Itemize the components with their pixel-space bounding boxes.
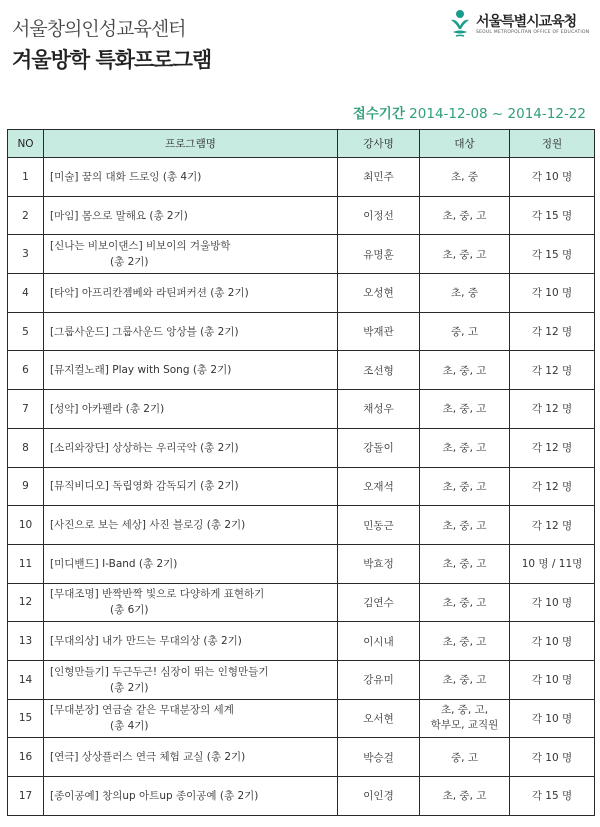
program-name — [44, 351, 338, 390]
org-name: 서울창의인성교육센터 — [12, 18, 186, 40]
instructor-text: 박효정 — [363, 558, 394, 571]
target-text: 초, 중, 고 — [442, 248, 487, 261]
row-no — [8, 235, 44, 274]
program-name — [44, 158, 338, 197]
target — [420, 428, 510, 467]
capacity — [510, 660, 595, 699]
table-row — [8, 467, 595, 506]
target-text: 초, 중, 고 — [442, 790, 487, 803]
instructor-text: 이시내 — [363, 635, 394, 648]
instructor — [338, 467, 420, 506]
program-name-text: [미술] 꿈의 대화 드로잉 (총 4기) — [50, 170, 202, 183]
table-header-row — [8, 130, 595, 158]
instructor-text: 강돌이 — [363, 442, 394, 455]
row-no — [8, 777, 44, 816]
program-name-text: [마임] 몸으로 말해요 (총 2기) — [50, 209, 188, 222]
program-name-text: [그룹사운드] 그룹사운드 앙상블 (총 2기) — [50, 325, 239, 338]
row-no-text: 10 — [18, 519, 33, 532]
capacity — [510, 777, 595, 816]
capacity-text: 각 12 명 — [531, 326, 573, 339]
target — [420, 777, 510, 816]
target — [420, 738, 510, 777]
instructor — [338, 699, 420, 738]
target-text: 초, 중, 고 — [442, 674, 487, 687]
row-no-text: 15 — [18, 712, 33, 725]
target-text-line2: 학부모, 교직원 — [430, 719, 499, 732]
row-no — [8, 196, 44, 235]
target — [420, 196, 510, 235]
program-name — [44, 312, 338, 351]
target — [420, 622, 510, 661]
seoul-emblem-icon — [449, 9, 471, 39]
row-no-text: 5 — [22, 325, 29, 338]
program-name-text: [사진으로 보는 세상] 사진 블로깅 (총 2기) — [50, 519, 246, 532]
row-no-text: 13 — [18, 635, 33, 648]
row-no — [8, 158, 44, 197]
program-name — [44, 390, 338, 429]
capacity-text: 각 10 명 — [531, 635, 573, 648]
row-no-text: 17 — [18, 789, 33, 802]
table-row — [8, 312, 595, 351]
capacity — [510, 583, 595, 622]
program-name — [44, 699, 338, 738]
program-name — [44, 196, 338, 235]
table-row — [8, 158, 595, 197]
table-row — [8, 390, 595, 429]
target — [420, 583, 510, 622]
row-no — [8, 506, 44, 545]
row-no — [8, 390, 44, 429]
program-name-text: [무대조명] 반짝반짝 빛으로 다양하게 표현하기 — [50, 588, 265, 601]
capacity-text: 10 명 / 11명 — [521, 558, 583, 571]
target-text: 초, 중, 고 — [442, 403, 487, 416]
program-name — [44, 738, 338, 777]
header-no: NO — [8, 130, 44, 158]
instructor — [338, 544, 420, 583]
instructor-text: 이정선 — [363, 210, 394, 223]
row-no-text: 8 — [22, 441, 29, 454]
table-row — [8, 428, 595, 467]
target — [420, 544, 510, 583]
capacity-text: 각 12 명 — [531, 403, 573, 416]
program-name — [44, 660, 338, 699]
table-row — [8, 583, 595, 622]
row-no-text: 2 — [22, 209, 29, 222]
capacity-text: 각 10 명 — [531, 596, 573, 609]
capacity — [510, 351, 595, 390]
table-row — [8, 622, 595, 661]
program-name — [44, 428, 338, 467]
capacity-text: 각 10 명 — [531, 712, 573, 725]
table-row — [8, 660, 595, 699]
capacity — [510, 312, 595, 351]
capacity — [510, 428, 595, 467]
instructor — [338, 390, 420, 429]
program-name-text: [종이공예] 창의up 아트up 종이공예 (총 2기) — [50, 789, 259, 802]
capacity — [510, 274, 595, 313]
program-name-text: [인형만들기] 두근두근! 심장이 뛰는 인형만들기 — [50, 665, 269, 678]
program-name-text: [타악] 아프리칸젬베와 라틴퍼커션 (총 2기) — [50, 286, 249, 299]
target-text: 초, 중, 고 — [442, 480, 487, 493]
capacity-text: 각 15 명 — [531, 248, 573, 261]
instructor — [338, 196, 420, 235]
row-no — [8, 738, 44, 777]
capacity — [510, 235, 595, 274]
row-no-text: 11 — [18, 557, 33, 570]
target — [420, 467, 510, 506]
capacity-text: 각 12 명 — [531, 442, 573, 455]
target — [420, 158, 510, 197]
table-row — [8, 699, 595, 738]
target-text: 중, 고 — [451, 326, 478, 339]
row-no-text: 9 — [22, 480, 29, 493]
instructor-text: 유명훈 — [363, 248, 394, 261]
capacity — [510, 544, 595, 583]
instructor — [338, 158, 420, 197]
row-no — [8, 622, 44, 661]
row-no-text: 12 — [18, 596, 33, 609]
program-name — [44, 777, 338, 816]
target — [420, 351, 510, 390]
period-value: 2014-12-08 ~ 2014-12-22 — [404, 106, 586, 122]
program-name-text-line2: (총 2기) — [110, 256, 149, 269]
program-name — [44, 583, 338, 622]
instructor — [338, 274, 420, 313]
instructor — [338, 622, 420, 661]
program-name-text: [성악] 아카펠라 (총 2기) — [50, 402, 165, 415]
header-program: 프로그램명 — [44, 130, 338, 158]
instructor-text: 채성우 — [363, 403, 394, 416]
row-no-text: 4 — [22, 286, 29, 299]
capacity — [510, 622, 595, 661]
logo-subtext: SEOUL METROPOLITAN OFFICE OF EDUCATION — [476, 30, 590, 35]
capacity — [510, 467, 595, 506]
instructor — [338, 660, 420, 699]
capacity-text: 각 10 명 — [531, 674, 573, 687]
instructor-text: 오성현 — [363, 287, 394, 300]
instructor — [338, 583, 420, 622]
row-no — [8, 583, 44, 622]
instructor — [338, 428, 420, 467]
row-no — [8, 544, 44, 583]
instructor-text: 박재관 — [363, 326, 394, 339]
instructor — [338, 777, 420, 816]
target-text: 초, 중, 고 — [442, 364, 487, 377]
instructor-text: 박승걸 — [363, 751, 394, 764]
program-name — [44, 467, 338, 506]
instructor — [338, 312, 420, 351]
row-no — [8, 312, 44, 351]
capacity — [510, 390, 595, 429]
target-text: 초, 중, 고, — [440, 704, 489, 717]
table-row — [8, 777, 595, 816]
program-name-text: [무대분장] 연금술 같은 무대분장의 세계 — [50, 704, 234, 717]
row-no-text: 14 — [18, 673, 33, 686]
program-name-text-line2: (총 6기) — [110, 604, 149, 617]
target-text: 초, 중, 고 — [442, 519, 487, 532]
program-name-text: [뮤직비디오] 독립영화 감독되기 (총 2기) — [50, 480, 239, 493]
program-table — [7, 129, 595, 816]
capacity-text: 각 12 명 — [531, 480, 573, 493]
target — [420, 235, 510, 274]
instructor-text: 최민주 — [363, 171, 394, 184]
target-text: 초, 중 — [451, 171, 478, 184]
row-no-text: 16 — [18, 751, 33, 764]
target — [420, 390, 510, 429]
program-name — [44, 544, 338, 583]
program-name — [44, 506, 338, 545]
header-capacity: 정원 — [510, 130, 595, 158]
program-name — [44, 274, 338, 313]
row-no — [8, 428, 44, 467]
capacity-text: 각 15 명 — [531, 210, 573, 223]
capacity — [510, 699, 595, 738]
row-no — [8, 467, 44, 506]
period-label: 접수기간 — [352, 106, 405, 122]
instructor-text: 오서현 — [363, 712, 394, 725]
target-text: 초, 중, 고 — [442, 635, 487, 648]
program-name-text-line2: (총 4기) — [110, 720, 149, 733]
target — [420, 699, 510, 738]
capacity-text: 각 10 명 — [531, 171, 573, 184]
row-no-text: 3 — [22, 248, 29, 261]
instructor-text: 민동근 — [363, 519, 394, 532]
seoul-education-logo — [447, 9, 597, 41]
capacity-text: 각 12 명 — [531, 519, 573, 532]
capacity-text: 각 10 명 — [531, 287, 573, 300]
target — [420, 312, 510, 351]
program-name — [44, 235, 338, 274]
program-name-text: [무대의상] 내가 만드는 무대의상 (총 2기) — [50, 635, 242, 648]
row-no — [8, 660, 44, 699]
capacity — [510, 158, 595, 197]
program-name-text: [소리와장단] 상상하는 우리국악 (총 2기) — [50, 441, 239, 454]
row-no — [8, 274, 44, 313]
row-no-text: 1 — [22, 170, 29, 183]
target-text: 초, 중, 고 — [442, 442, 487, 455]
instructor — [338, 738, 420, 777]
logo-text: 서울특별시교육청 — [476, 14, 577, 30]
program-name-text: [연극] 상상플러스 연극 체험 교실 (총 2기) — [50, 751, 246, 764]
table-row — [8, 351, 595, 390]
instructor-text: 이인경 — [363, 790, 394, 803]
capacity — [510, 506, 595, 545]
table-row — [8, 274, 595, 313]
page-title: 겨울방학 특화프로그램 — [12, 48, 212, 72]
capacity — [510, 196, 595, 235]
capacity — [510, 738, 595, 777]
application-period — [353, 102, 586, 122]
target — [420, 660, 510, 699]
target-text: 초, 중, 고 — [442, 596, 487, 609]
target-text: 중, 고 — [451, 751, 478, 764]
instructor — [338, 351, 420, 390]
table-row — [8, 506, 595, 545]
target — [420, 274, 510, 313]
instructor-text: 조선형 — [363, 364, 394, 377]
instructor — [338, 235, 420, 274]
instructor-text: 오재석 — [363, 480, 394, 493]
program-name-text-line2: (총 2기) — [110, 681, 149, 694]
table-row — [8, 196, 595, 235]
instructor-text: 강유미 — [363, 674, 394, 687]
header-instructor: 강사명 — [338, 130, 420, 158]
instructor — [338, 506, 420, 545]
target-text: 초, 중, 고 — [442, 210, 487, 223]
target — [420, 506, 510, 545]
instructor-text: 김연수 — [363, 596, 394, 609]
capacity-text: 각 10 명 — [531, 751, 573, 764]
program-name-text: [신나는 비보이댄스] 비보이의 겨울방학 — [50, 240, 231, 253]
program-name-text: [미디밴드] I-Band (총 2기) — [50, 557, 178, 570]
program-name-text: [뮤지컬노래] Play with Song (총 2기) — [50, 364, 232, 377]
program-name — [44, 622, 338, 661]
row-no — [8, 351, 44, 390]
target-text: 초, 중, 고 — [442, 558, 487, 571]
table-row — [8, 235, 595, 274]
row-no-text: 7 — [22, 402, 29, 415]
row-no-text: 6 — [22, 364, 29, 377]
capacity-text: 각 15 명 — [531, 790, 573, 803]
table-row — [8, 738, 595, 777]
table-row — [8, 544, 595, 583]
header-target: 대상 — [420, 130, 510, 158]
capacity-text: 각 12 명 — [531, 364, 573, 377]
row-no — [8, 699, 44, 738]
target-text: 초, 중 — [451, 287, 478, 300]
